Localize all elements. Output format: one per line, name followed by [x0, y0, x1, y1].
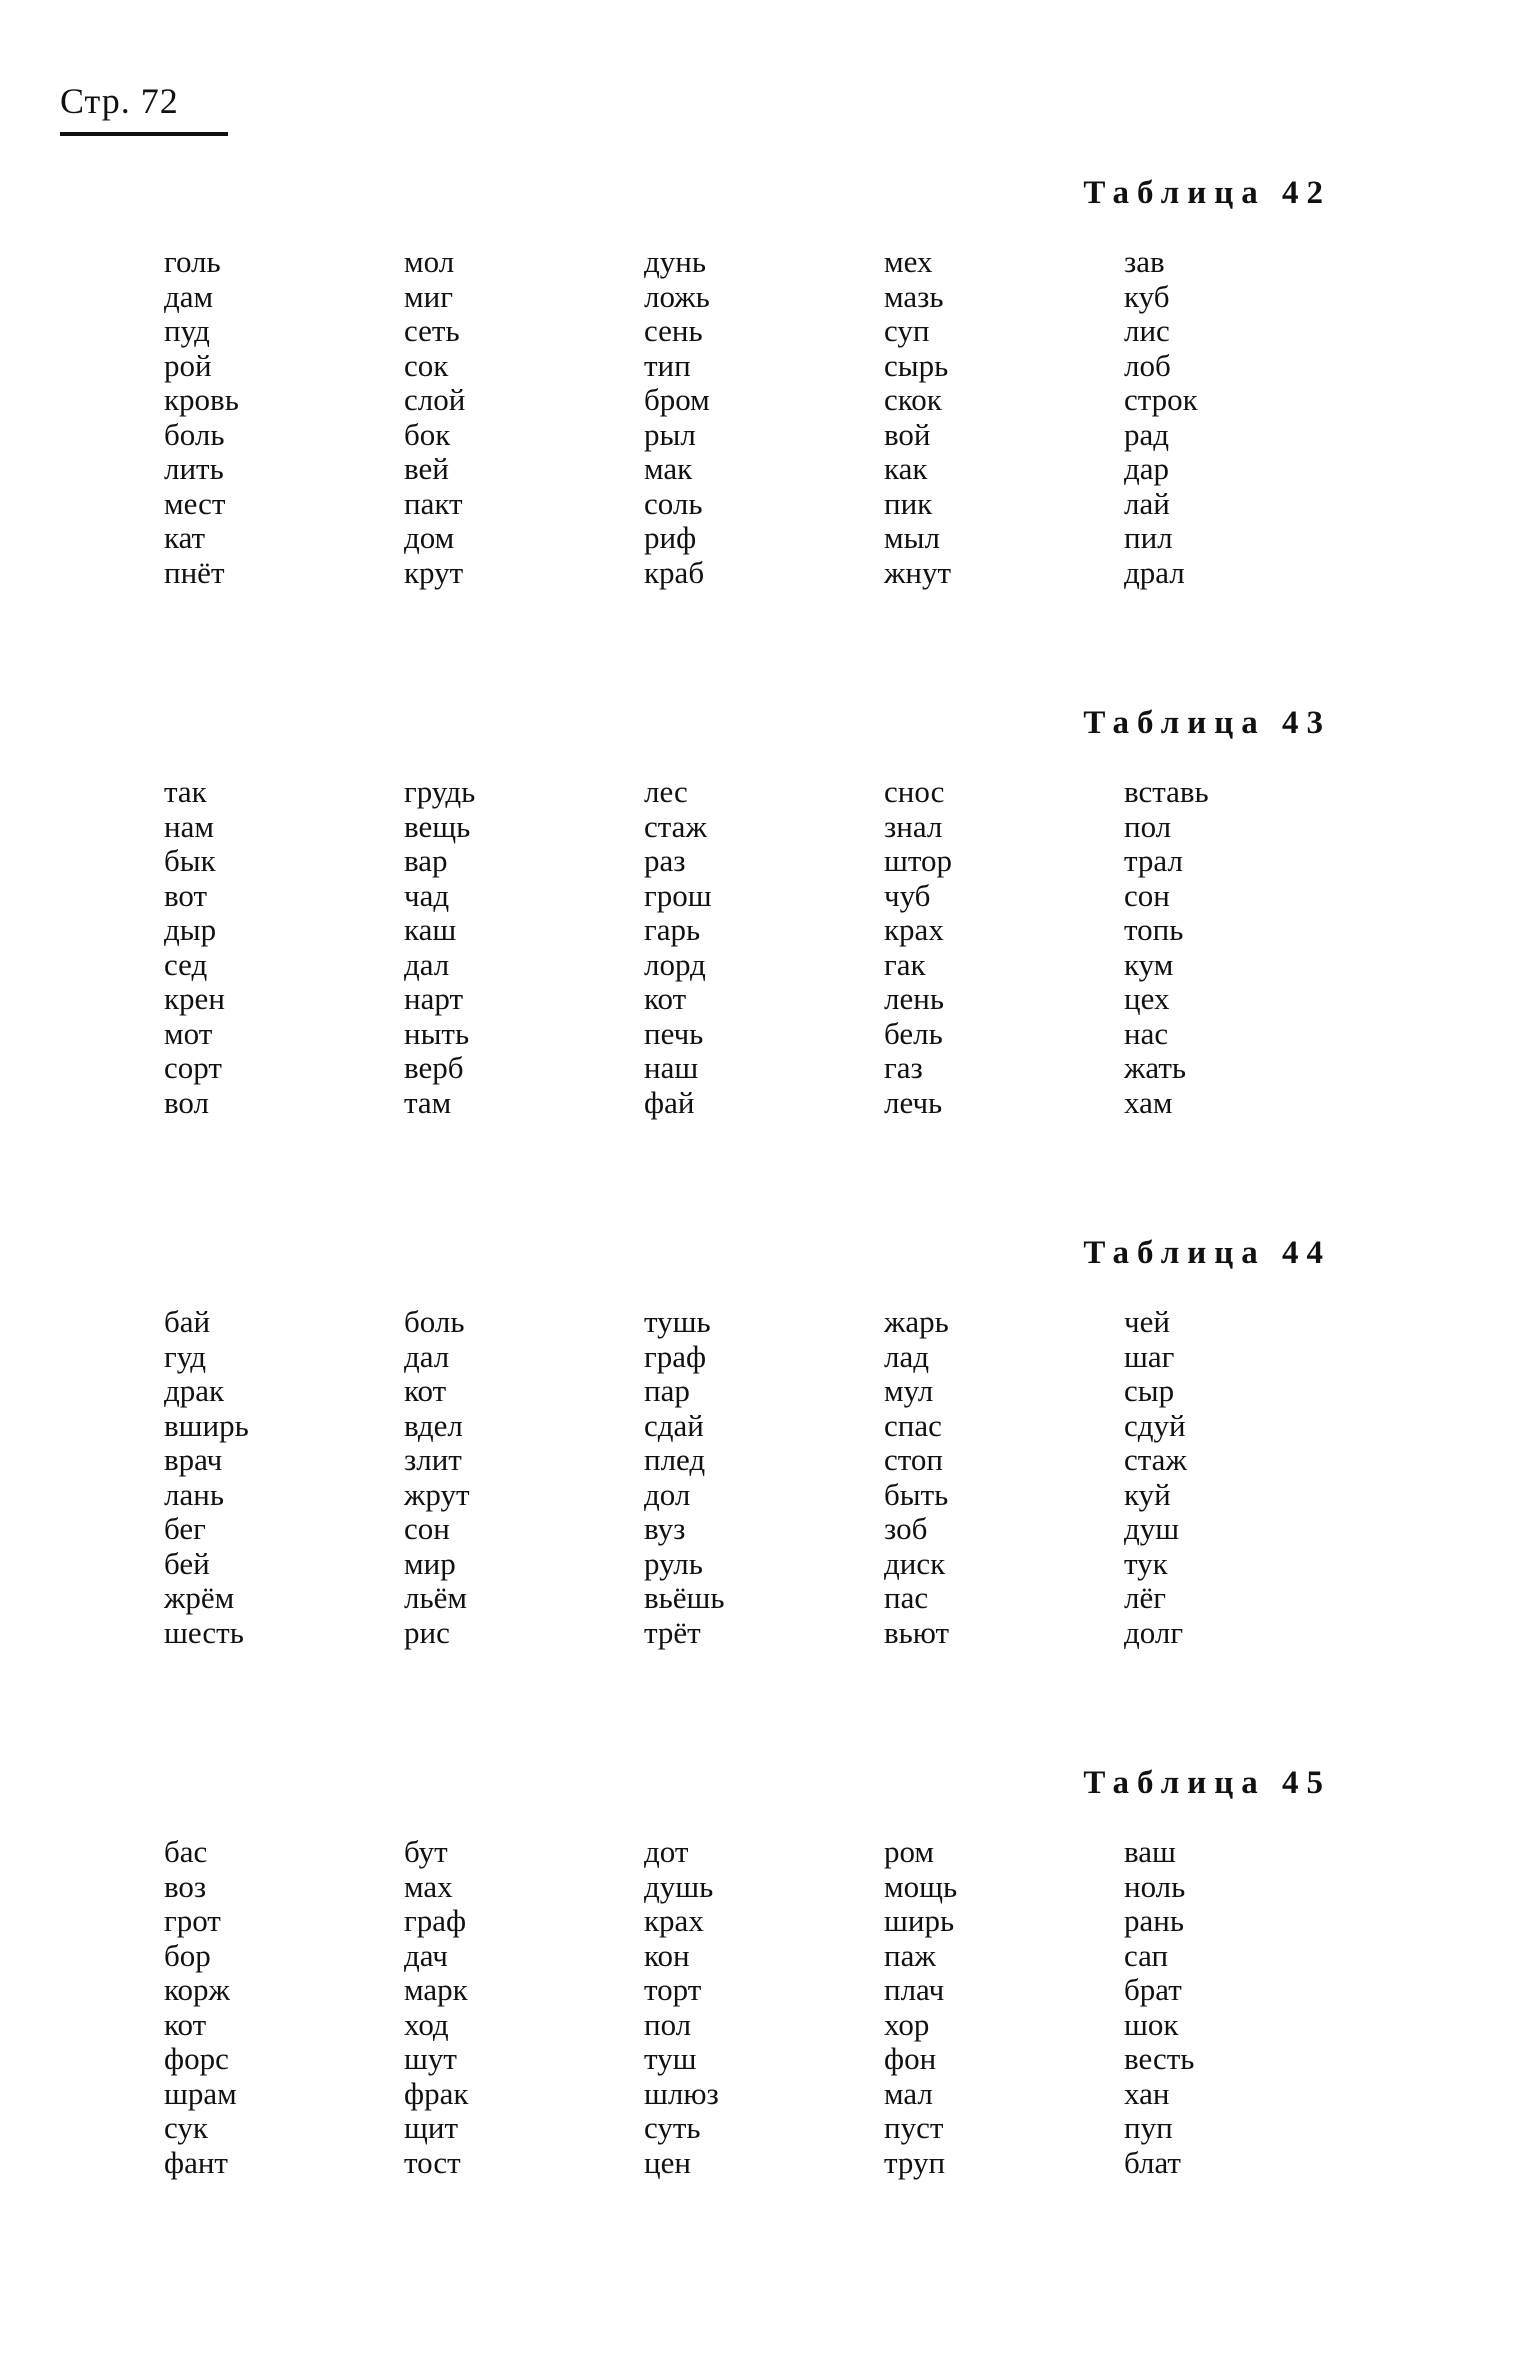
- word-item: миг: [404, 278, 453, 314]
- word-item: вширь: [164, 1407, 249, 1443]
- word-item: рыл: [644, 416, 696, 452]
- word-item: лень: [884, 981, 944, 1016]
- word-column: [644, 1835, 884, 2180]
- word-item: вуз: [644, 1511, 686, 1546]
- word-item: сон: [1124, 877, 1170, 913]
- word-grid: [164, 1305, 1364, 1650]
- word-item: строк: [1124, 382, 1198, 417]
- word-item: бей: [164, 1545, 210, 1581]
- word-item: стаж: [1124, 1442, 1187, 1477]
- word-item: мул: [884, 1373, 934, 1408]
- word-item: сон: [404, 1511, 450, 1546]
- word-column: [164, 775, 404, 1120]
- word-item: пнёт: [164, 554, 225, 590]
- word-item: торт: [644, 1972, 702, 2007]
- word-item: хор: [884, 2006, 930, 2042]
- word-item: куй: [1124, 1476, 1171, 1512]
- page-header: [60, 80, 228, 136]
- word-item: соль: [644, 485, 703, 521]
- word-item: пол: [1124, 808, 1172, 844]
- word-item: бег: [164, 1511, 206, 1546]
- word-item: слой: [404, 382, 466, 417]
- word-item: дам: [164, 278, 214, 314]
- word-item: бык: [164, 843, 216, 878]
- word-item: кот: [644, 981, 687, 1016]
- word-item: дар: [1124, 451, 1170, 486]
- word-item: суп: [884, 313, 930, 348]
- word-item: жрут: [404, 1476, 470, 1512]
- word-item: лечь: [884, 1084, 943, 1120]
- word-item: пол: [644, 2006, 692, 2042]
- word-item: риф: [644, 520, 697, 555]
- word-item: фай: [644, 1084, 695, 1120]
- word-item: крах: [884, 912, 944, 947]
- word-item: шок: [1124, 2006, 1179, 2042]
- word-item: пас: [884, 1580, 929, 1615]
- word-item: щит: [404, 2110, 459, 2145]
- word-item: дом: [404, 520, 455, 555]
- word-item: грудь: [404, 774, 476, 809]
- word-item: рань: [1124, 1903, 1184, 1938]
- word-item: чей: [1124, 1304, 1170, 1339]
- word-item: голь: [164, 244, 221, 279]
- word-item: туш: [644, 2041, 697, 2076]
- word-item: бас: [164, 1834, 208, 1869]
- word-item: бут: [404, 1834, 448, 1869]
- word-item: кот: [404, 1373, 447, 1408]
- word-item: кат: [164, 520, 206, 555]
- word-item: скок: [884, 382, 942, 417]
- word-item: врач: [164, 1442, 223, 1477]
- word-item: мах: [404, 1868, 453, 1904]
- word-item: снос: [884, 774, 945, 809]
- word-column: [404, 245, 644, 590]
- word-item: мол: [404, 244, 455, 279]
- word-column: [884, 1835, 1124, 2180]
- word-item: гак: [884, 946, 926, 982]
- word-item: лес: [644, 774, 688, 809]
- word-item: ром: [884, 1834, 935, 1869]
- word-item: нарт: [404, 981, 463, 1016]
- word-item: плач: [884, 1972, 945, 2007]
- word-item: цен: [644, 2144, 691, 2180]
- word-item: тук: [1124, 1545, 1168, 1581]
- word-item: грош: [644, 877, 712, 913]
- word-item: вар: [404, 843, 448, 878]
- word-item: драк: [164, 1373, 225, 1408]
- word-item: сдай: [644, 1407, 704, 1443]
- word-item: руль: [644, 1545, 703, 1581]
- word-item: пакт: [404, 485, 463, 521]
- word-item: мыл: [884, 520, 940, 555]
- word-item: вой: [884, 416, 931, 452]
- word-item: дал: [404, 1338, 450, 1374]
- word-item: сорт: [164, 1050, 222, 1085]
- word-item: трал: [1124, 843, 1183, 878]
- word-column: [884, 775, 1124, 1120]
- word-item: паж: [884, 1937, 936, 1973]
- word-item: топь: [1124, 912, 1184, 947]
- word-item: каш: [404, 912, 457, 947]
- word-item: вещь: [404, 808, 471, 844]
- word-item: чуб: [884, 877, 931, 913]
- word-item: пуст: [884, 2110, 944, 2145]
- word-item: форс: [164, 2041, 229, 2076]
- word-item: фон: [884, 2041, 937, 2076]
- word-item: крут: [404, 554, 464, 590]
- word-item: фрак: [404, 2075, 469, 2111]
- word-column: [404, 775, 644, 1120]
- word-item: шрам: [164, 2075, 237, 2111]
- word-item: кровь: [164, 382, 239, 417]
- word-item: жрём: [164, 1580, 235, 1615]
- word-item: боль: [164, 416, 225, 452]
- word-item: спас: [884, 1407, 942, 1443]
- word-item: знал: [884, 808, 943, 844]
- table-title: Таблица 44: [1083, 1235, 1331, 1271]
- word-item: сук: [164, 2110, 208, 2145]
- word-column: [1124, 1305, 1364, 1650]
- word-grid: [164, 1835, 1364, 2180]
- word-item: граф: [644, 1338, 707, 1374]
- word-item: кот: [164, 2006, 207, 2042]
- word-item: лоб: [1124, 347, 1171, 383]
- word-item: рой: [164, 347, 212, 383]
- word-item: крах: [644, 1903, 704, 1938]
- word-item: воз: [164, 1868, 207, 1904]
- word-item: там: [404, 1084, 452, 1120]
- word-item: нам: [164, 808, 214, 844]
- word-item: жать: [1124, 1050, 1187, 1085]
- word-item: дыр: [164, 912, 217, 947]
- word-item: лить: [164, 451, 224, 486]
- word-item: жнут: [884, 554, 952, 590]
- word-item: шлюз: [644, 2075, 719, 2111]
- word-item: чад: [404, 877, 450, 913]
- word-item: бром: [644, 382, 710, 417]
- table-title: Таблица 42: [1083, 175, 1331, 211]
- word-item: мех: [884, 244, 933, 279]
- word-item: гарь: [644, 912, 701, 947]
- word-item: лорд: [644, 946, 706, 982]
- word-item: вей: [404, 451, 449, 486]
- word-item: хам: [1124, 1084, 1173, 1120]
- word-item: бай: [164, 1304, 211, 1339]
- word-item: стоп: [884, 1442, 943, 1477]
- word-item: тушь: [644, 1304, 711, 1339]
- word-item: дол: [644, 1476, 691, 1512]
- word-item: боль: [404, 1304, 465, 1339]
- word-item: лад: [884, 1338, 930, 1374]
- word-item: нас: [1124, 1015, 1169, 1051]
- word-item: труп: [884, 2144, 946, 2180]
- word-item: ныть: [404, 1015, 470, 1051]
- word-item: лай: [1124, 485, 1170, 521]
- word-item: мак: [644, 451, 693, 486]
- word-item: бель: [884, 1015, 943, 1051]
- header-underline: [60, 132, 228, 136]
- word-column: [644, 1305, 884, 1650]
- word-item: брат: [1124, 1972, 1182, 2007]
- word-item: сень: [644, 313, 703, 348]
- word-item: штор: [884, 843, 953, 878]
- word-item: вдел: [404, 1407, 463, 1443]
- word-item: пуп: [1124, 2110, 1173, 2145]
- word-item: драл: [1124, 554, 1185, 590]
- word-item: бор: [164, 1937, 211, 1973]
- word-column: [164, 1835, 404, 2180]
- word-item: зоб: [884, 1511, 928, 1546]
- word-item: лис: [1124, 313, 1170, 348]
- word-item: вставь: [1124, 774, 1209, 809]
- word-item: мест: [164, 485, 226, 521]
- word-item: суть: [644, 2110, 701, 2145]
- word-item: шут: [404, 2041, 457, 2076]
- word-item: злит: [404, 1442, 462, 1477]
- word-column: [164, 1305, 404, 1650]
- word-item: рис: [404, 1614, 450, 1650]
- word-item: дал: [404, 946, 450, 982]
- word-item: сок: [404, 347, 449, 383]
- word-item: пил: [1124, 520, 1173, 555]
- word-item: вол: [164, 1084, 209, 1120]
- word-item: фант: [164, 2144, 228, 2180]
- word-item: бок: [404, 416, 451, 452]
- word-item: мал: [884, 2075, 933, 2111]
- word-item: льём: [404, 1580, 467, 1615]
- word-item: сап: [1124, 1937, 1169, 1973]
- word-item: наш: [644, 1050, 699, 1085]
- word-item: тост: [404, 2144, 461, 2180]
- word-column: [644, 775, 884, 1120]
- word-item: пар: [644, 1373, 690, 1408]
- word-column: [1124, 1835, 1364, 2180]
- word-item: кон: [644, 1937, 690, 1973]
- word-item: куб: [1124, 278, 1170, 314]
- table-title: Таблица 43: [1083, 705, 1331, 741]
- page-number: Стр. 72: [60, 81, 179, 121]
- word-item: так: [164, 774, 207, 809]
- word-item: граф: [404, 1903, 467, 1938]
- word-column: [644, 245, 884, 590]
- word-item: тип: [644, 347, 691, 383]
- word-item: дот: [644, 1834, 689, 1869]
- word-item: блат: [1124, 2144, 1181, 2180]
- word-item: гуд: [164, 1338, 207, 1374]
- word-item: хан: [1124, 2075, 1170, 2111]
- word-column: [404, 1835, 644, 2180]
- word-column: [884, 1305, 1124, 1650]
- word-item: пуд: [164, 313, 210, 348]
- word-item: как: [884, 451, 928, 486]
- word-item: грот: [164, 1903, 221, 1938]
- word-item: краб: [644, 554, 705, 590]
- word-column: [164, 245, 404, 590]
- word-item: шесть: [164, 1614, 244, 1650]
- word-item: шаг: [1124, 1338, 1175, 1374]
- word-item: вот: [164, 877, 208, 913]
- word-item: ложь: [644, 278, 710, 314]
- word-item: быть: [884, 1476, 949, 1512]
- word-item: диск: [884, 1545, 946, 1581]
- word-grid: [164, 775, 1364, 1120]
- word-item: мазь: [884, 278, 944, 314]
- word-item: рад: [1124, 416, 1170, 452]
- word-item: мот: [164, 1015, 213, 1051]
- word-column: [404, 1305, 644, 1650]
- word-item: ширь: [884, 1903, 955, 1938]
- word-item: мощь: [884, 1868, 958, 1904]
- word-item: весть: [1124, 2041, 1195, 2076]
- word-item: ноль: [1124, 1868, 1186, 1904]
- word-item: раз: [644, 843, 686, 878]
- word-item: мир: [404, 1545, 456, 1581]
- word-column: [1124, 245, 1364, 590]
- word-item: плед: [644, 1442, 706, 1477]
- word-item: лёг: [1124, 1580, 1166, 1615]
- word-item: пик: [884, 485, 933, 521]
- word-item: сыр: [1124, 1373, 1175, 1408]
- word-item: стаж: [644, 808, 707, 844]
- word-column: [1124, 775, 1364, 1120]
- word-item: ход: [404, 2006, 449, 2042]
- word-item: сеть: [404, 313, 460, 348]
- word-item: трёт: [644, 1614, 701, 1650]
- word-item: дач: [404, 1937, 448, 1973]
- word-item: верб: [404, 1050, 464, 1085]
- word-item: корж: [164, 1972, 230, 2007]
- word-item: сед: [164, 946, 208, 982]
- table-title: Таблица 45: [1083, 1765, 1331, 1801]
- word-item: душ: [1124, 1511, 1180, 1546]
- word-item: душь: [644, 1868, 714, 1904]
- word-item: дунь: [644, 244, 706, 279]
- word-item: ваш: [1124, 1834, 1176, 1869]
- word-item: вьёшь: [644, 1580, 725, 1615]
- word-item: сдуй: [1124, 1407, 1186, 1443]
- word-item: зав: [1124, 244, 1165, 279]
- word-item: крен: [164, 981, 225, 1016]
- word-item: кум: [1124, 946, 1174, 982]
- word-item: цех: [1124, 981, 1170, 1016]
- word-item: лань: [164, 1476, 224, 1512]
- word-item: сырь: [884, 347, 949, 383]
- word-item: марк: [404, 1972, 468, 2007]
- word-column: [884, 245, 1124, 590]
- word-item: газ: [884, 1050, 923, 1085]
- word-item: вьют: [884, 1614, 950, 1650]
- word-grid: [164, 245, 1364, 590]
- word-item: печь: [644, 1015, 704, 1051]
- word-item: долг: [1124, 1614, 1184, 1650]
- word-item: жарь: [884, 1304, 949, 1339]
